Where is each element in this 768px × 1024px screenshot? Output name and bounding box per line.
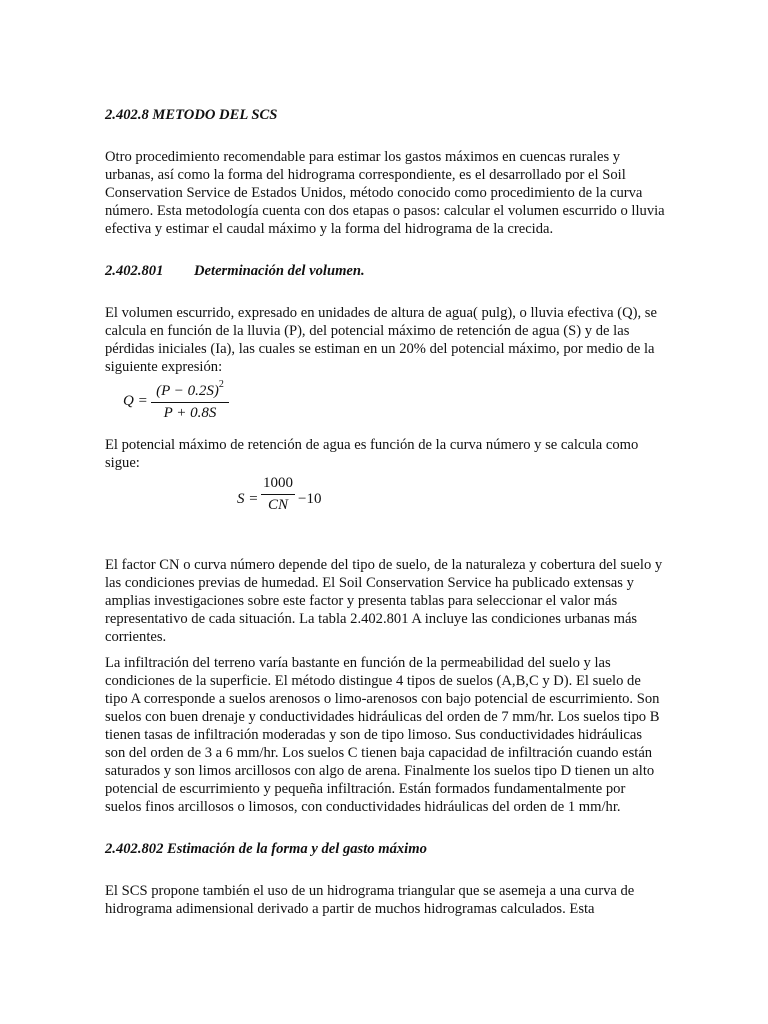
equation-lhs: Q = [123,393,148,409]
equation-numerator: $(P - 0.2S)^2$ [156,379,224,399]
runoff-equation [105,376,665,428]
soil-types-paragraph: La infiltración del terreno varía bastante en función de la permeabilidad del suelo y las condiciones de la superficie. El método distingue 4 tipos de suelos (A,B,C y D). El suelo de tipo A corresponde a suelos arenosos o limo-arenosos con bajo potencial de escurrimiento. Son suelos con buen drenaje y conductividades hidráulicas del orden de 7 mm/hr. Los suelos tipo B tienen tasas de infiltración moderadas y son de tipo limoso. Sus conductividades hidráulicas son del orden de 3 a 6 mm/hr. Los suelos C tienen baja capacidad de infiltración cuando están saturados y son limos arcillosos con algo de arena. Finalmente los suelos tipo D tienen un alto potencial de escurrimiento y pequeña infiltración. Están formados fundamentalmente por suelos finos arcillosos o limosos, con conductividades hidráulicas del orden de 1 mm/hr. [105,655,660,815]
retention-equation [105,472,665,532]
hydrograph-paragraph: El SCS propone también el uso de un hidrograma triangular que se asemeja a una curva de hidrograma adimensional derivado a partir de muchos hidrogramas calculados. Esta [105,883,635,917]
section-heading-metodo-scs: 2.402.8 METODO DEL SCS [105,107,278,123]
equation2-lhs: S = [237,491,259,507]
document-page [105,106,665,918]
equation-fraction [151,376,229,422]
equation2-denominator: CN [267,497,288,513]
equation2-numerator: 1000 [263,475,293,491]
equation-exponent: 2 [218,379,224,390]
cn-factor-paragraph: El factor CN o curva número depende del tipo de suelo, de la naturaleza y cobertura del suelo y las condiciones previas de humedad. El Soil Conservation Service ha publicado extensas y amplias investigaciones sobre este factor y presenta tablas para seleccionar el valor más representativo de cada situación. La tabla 2.402.801 A incluye las condiciones urbanas más corrientes. [105,557,663,645]
fraction-bar [151,402,229,403]
subsection-number: 2.402.801 [105,263,164,279]
equation-denominator: P + 0.8S [163,405,217,421]
retention-paragraph: El potencial máximo de retención de agua es función de la curva número y se calcula como sigue: [105,437,639,471]
equation2-rhs: −10 [298,491,322,507]
intro-paragraph: Otro procedimiento recomendable para estimar los gastos máximos en cuencas rurales y urbanas, así como la forma del hidrograma correspondiente, es el desarrollado por el Soil Conservation Service de Estados Unidos, método conocido como procedimiento de la curva número. Esta metodología cuenta con dos etapas o pasos: calcular el volumen escurrido o lluvia efectiva y estimar el caudal máximo y la forma del hidrograma de la crecida. [105,149,665,237]
fraction2-bar [261,494,295,495]
subsection-title: Determinación del volumen. [194,263,365,279]
subsection-heading-volumen [105,262,665,280]
volume-paragraph: El volumen escurrido, expresado en unidades de altura de agua( pulg), o lluvia efectiva (Q), se calcula en función de la lluvia (P), del potencial máximo de retención de agua (S) y de las pérdidas iniciales (Ia), las cuales se estiman en un 20% del potencial máximo, por medio de la siguiente expresión: [105,305,657,375]
subsection-heading-gasto-maximo: 2.402.802 Estimación de la forma y del gasto máximo [105,841,427,857]
equation2-fraction [261,474,295,514]
